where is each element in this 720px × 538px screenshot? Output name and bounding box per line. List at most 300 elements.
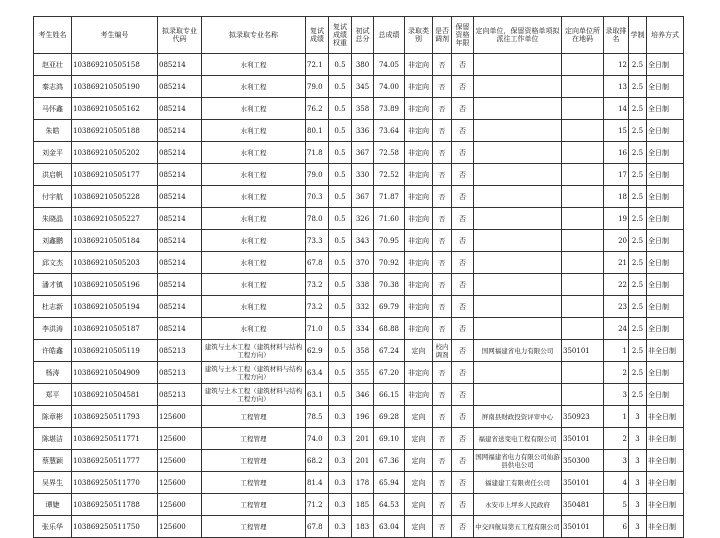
major-code-cell: 085214 — [158, 120, 202, 142]
reserve-cell: 否 — [452, 76, 474, 98]
initial-score-cell: 330 — [352, 164, 374, 186]
admission-table — [33, 16, 684, 538]
rank-cell: 21 — [604, 252, 629, 274]
location-code-cell — [562, 54, 604, 76]
name-cell: 杨涛 — [34, 362, 72, 384]
major-name-cell: 水利工程 — [202, 252, 306, 274]
id-cell: 103869210505188 — [72, 120, 158, 142]
rank-cell: 22 — [604, 274, 629, 296]
location-code-cell — [562, 208, 604, 230]
reserve-cell: 否 — [452, 318, 474, 340]
name-cell: 蔡慧颖 — [34, 450, 72, 472]
major-code-cell: 085214 — [158, 208, 202, 230]
mode-cell: 非全日制 — [647, 494, 684, 516]
total-score-cell: 63.04 — [374, 516, 405, 538]
table-row — [34, 120, 684, 142]
retest-score-cell: 79.0 — [306, 164, 329, 186]
rank-cell: 2 — [604, 428, 629, 450]
major-name-cell: 建筑与土木工程（建筑材料与结构工程方向） — [202, 362, 306, 384]
table-row — [34, 428, 684, 450]
rank-cell: 5 — [604, 494, 629, 516]
total-score-cell: 69.79 — [374, 296, 405, 318]
major-code-cell: 085214 — [158, 252, 202, 274]
category-cell: 非定向 — [405, 252, 433, 274]
initial-score-cell: 370 — [352, 252, 374, 274]
location-code-cell — [562, 252, 604, 274]
total-score-cell: 72.58 — [374, 142, 405, 164]
category-cell: 定向 — [405, 450, 433, 472]
initial-score-cell: 332 — [352, 296, 374, 318]
category-cell: 非定向 — [405, 318, 433, 340]
category-cell: 非定向 — [405, 362, 433, 384]
location-code-cell: 350101 — [562, 472, 604, 494]
rank-cell: 1 — [604, 406, 629, 428]
weight-cell: 0.3 — [329, 472, 352, 494]
major-code-cell: 125600 — [158, 450, 202, 472]
category-cell: 定向 — [405, 428, 433, 450]
weight-cell: 0.5 — [329, 76, 352, 98]
adjusted-cell: 否 — [433, 494, 452, 516]
duration-cell: 2.5 — [629, 76, 647, 98]
mode-cell: 全日制 — [647, 274, 684, 296]
major-name-cell: 水利工程 — [202, 98, 306, 120]
rank-cell: 24 — [604, 318, 629, 340]
mode-cell: 非全日制 — [647, 428, 684, 450]
major-code-cell: 085214 — [158, 54, 202, 76]
id-cell: 103869210505228 — [72, 186, 158, 208]
total-score-cell: 68.88 — [374, 318, 405, 340]
initial-score-cell: 358 — [352, 98, 374, 120]
duration-cell: 2.5 — [629, 340, 647, 362]
rank-cell: 6 — [604, 516, 629, 538]
id-cell: 103869210505184 — [72, 230, 158, 252]
location-code-cell — [562, 296, 604, 318]
major-name-cell: 水利工程 — [202, 296, 306, 318]
total-score-cell: 73.89 — [374, 98, 405, 120]
total-score-cell: 71.87 — [374, 186, 405, 208]
location-code-cell — [562, 164, 604, 186]
rank-cell: 20 — [604, 230, 629, 252]
id-cell: 103869210505177 — [72, 164, 158, 186]
weight-cell: 0.5 — [329, 318, 352, 340]
table-row — [34, 472, 684, 494]
id-cell: 103869210505227 — [72, 208, 158, 230]
major-code-cell: 125600 — [158, 406, 202, 428]
major-name-cell: 水利工程 — [202, 54, 306, 76]
location-code-cell — [562, 186, 604, 208]
rank-cell: 15 — [604, 120, 629, 142]
retest-score-cell: 71.0 — [306, 318, 329, 340]
major-name-cell: 工程管理 — [202, 428, 306, 450]
retest-score-cell: 73.2 — [306, 296, 329, 318]
adjusted-cell: 否 — [433, 274, 452, 296]
unit-cell: 福建省送变电工程有限公司 — [474, 428, 562, 450]
weight-cell: 0.5 — [329, 142, 352, 164]
initial-score-cell: 178 — [352, 472, 374, 494]
adjusted-cell: 否 — [433, 516, 452, 538]
reserve-cell: 否 — [452, 208, 474, 230]
weight-cell: 0.5 — [329, 164, 352, 186]
reserve-cell: 否 — [452, 54, 474, 76]
location-code-cell: 350101 — [562, 340, 604, 362]
rank-cell: 3 — [604, 384, 629, 406]
retest-score-cell: 67.8 — [306, 252, 329, 274]
duration-cell: 3 — [629, 428, 647, 450]
header-cell: 定向单位，保留资格单项拟派往工作单位 — [474, 17, 562, 54]
adjusted-cell: 否 — [433, 450, 452, 472]
major-code-cell: 085214 — [158, 274, 202, 296]
duration-cell: 2.5 — [629, 98, 647, 120]
initial-score-cell: 201 — [352, 428, 374, 450]
location-code-cell: 350481 — [562, 494, 604, 516]
major-code-cell: 125600 — [158, 428, 202, 450]
initial-score-cell: 338 — [352, 274, 374, 296]
category-cell: 定向 — [405, 406, 433, 428]
retest-score-cell: 78.0 — [306, 208, 329, 230]
reserve-cell: 否 — [452, 406, 474, 428]
location-code-cell: 350101 — [562, 428, 604, 450]
duration-cell: 2.5 — [629, 230, 647, 252]
retest-score-cell: 62.9 — [306, 340, 329, 362]
initial-score-cell: 326 — [352, 208, 374, 230]
rank-cell: 14 — [604, 98, 629, 120]
unit-cell — [474, 208, 562, 230]
unit-cell — [474, 252, 562, 274]
retest-score-cell: 70.3 — [306, 186, 329, 208]
category-cell: 定向 — [405, 340, 433, 362]
retest-score-cell: 76.2 — [306, 98, 329, 120]
table-row — [34, 274, 684, 296]
weight-cell: 0.5 — [329, 296, 352, 318]
unit-cell: 福建建工有限责任公司 — [474, 472, 562, 494]
weight-cell: 0.5 — [329, 54, 352, 76]
table-row — [34, 186, 684, 208]
mode-cell: 全日制 — [647, 384, 684, 406]
name-cell: 许皓鑫 — [34, 340, 72, 362]
adjusted-cell: 否 — [433, 428, 452, 450]
name-cell: 刘金平 — [34, 142, 72, 164]
adjusted-cell: 否 — [433, 230, 452, 252]
major-code-cell: 085213 — [158, 362, 202, 384]
reserve-cell: 否 — [452, 494, 474, 516]
adjusted-cell: 否 — [433, 54, 452, 76]
duration-cell: 2.5 — [629, 186, 647, 208]
category-cell: 非定向 — [405, 208, 433, 230]
unit-cell — [474, 274, 562, 296]
retest-score-cell: 80.1 — [306, 120, 329, 142]
mode-cell: 全日制 — [647, 54, 684, 76]
major-name-cell: 水利工程 — [202, 230, 306, 252]
major-code-cell: 125600 — [158, 516, 202, 538]
name-cell: 邱文杰 — [34, 252, 72, 274]
total-score-cell: 67.24 — [374, 340, 405, 362]
duration-cell: 2.5 — [629, 296, 647, 318]
unit-cell: 屏南县财政投资评审中心 — [474, 406, 562, 428]
name-cell: 潘才镇 — [34, 274, 72, 296]
id-cell: 103869250511788 — [72, 494, 158, 516]
header-cell: 学制 — [629, 17, 647, 54]
initial-score-cell: 346 — [352, 384, 374, 406]
weight-cell: 0.5 — [329, 120, 352, 142]
rank-cell: 16 — [604, 142, 629, 164]
id-cell: 103869210505158 — [72, 54, 158, 76]
total-score-cell: 70.92 — [374, 252, 405, 274]
location-code-cell: 350923 — [562, 406, 604, 428]
table-row — [34, 98, 684, 120]
header-cell: 培养方式 — [647, 17, 684, 54]
major-code-cell: 085214 — [158, 186, 202, 208]
weight-cell: 0.5 — [329, 230, 352, 252]
duration-cell: 3 — [629, 494, 647, 516]
name-cell: 赵亚壮 — [34, 54, 72, 76]
major-name-cell: 水利工程 — [202, 76, 306, 98]
category-cell: 非定向 — [405, 54, 433, 76]
mode-cell: 全日制 — [647, 230, 684, 252]
adjusted-cell: 否 — [433, 318, 452, 340]
adjusted-cell: 否 — [433, 186, 452, 208]
duration-cell: 2.5 — [629, 318, 647, 340]
rank-cell: 4 — [604, 472, 629, 494]
rank-cell: 3 — [604, 450, 629, 472]
header-cell: 录取类别 — [405, 17, 433, 54]
id-cell: 103869210504909 — [72, 362, 158, 384]
id-cell: 103869250511771 — [72, 428, 158, 450]
table-row — [34, 494, 684, 516]
adjusted-cell: 否 — [433, 252, 452, 274]
name-cell: 陈章彬 — [34, 406, 72, 428]
id-cell: 103869210505194 — [72, 296, 158, 318]
adjusted-cell: 否 — [433, 76, 452, 98]
total-score-cell: 65.94 — [374, 472, 405, 494]
reserve-cell: 否 — [452, 230, 474, 252]
unit-cell — [474, 318, 562, 340]
table-row — [34, 406, 684, 428]
retest-score-cell: 81.4 — [306, 472, 329, 494]
adjusted-cell: 否 — [433, 142, 452, 164]
category-cell: 非定向 — [405, 142, 433, 164]
id-cell: 103869250511750 — [72, 516, 158, 538]
reserve-cell: 否 — [452, 186, 474, 208]
header-cell: 拟录取专业代码 — [158, 17, 202, 54]
table-row — [34, 230, 684, 252]
major-name-cell: 工程管理 — [202, 494, 306, 516]
rank-cell: 13 — [604, 76, 629, 98]
total-score-cell: 74.00 — [374, 76, 405, 98]
name-cell: 朱晓晶 — [34, 208, 72, 230]
duration-cell: 2.5 — [629, 274, 647, 296]
duration-cell: 2.5 — [629, 208, 647, 230]
duration-cell: 2.5 — [629, 384, 647, 406]
reserve-cell: 否 — [452, 142, 474, 164]
duration-cell: 2.5 — [629, 252, 647, 274]
unit-cell — [474, 362, 562, 384]
table-row — [34, 142, 684, 164]
id-cell: 103869210505196 — [72, 274, 158, 296]
initial-score-cell: 343 — [352, 230, 374, 252]
weight-cell: 0.5 — [329, 252, 352, 274]
unit-cell: 国网福建省电力有限公司仙游县供电公司 — [474, 450, 562, 472]
weight-cell: 0.5 — [329, 340, 352, 362]
unit-cell — [474, 120, 562, 142]
mode-cell: 全日制 — [647, 296, 684, 318]
category-cell: 非定向 — [405, 120, 433, 142]
location-code-cell — [562, 98, 604, 120]
category-cell: 非定向 — [405, 274, 433, 296]
reserve-cell: 否 — [452, 428, 474, 450]
total-score-cell: 73.64 — [374, 120, 405, 142]
rank-cell: 12 — [604, 54, 629, 76]
reserve-cell: 否 — [452, 98, 474, 120]
category-cell: 定向 — [405, 516, 433, 538]
category-cell: 定向 — [405, 472, 433, 494]
id-cell: 103869210505202 — [72, 142, 158, 164]
mode-cell: 全日制 — [647, 76, 684, 98]
mode-cell: 全日制 — [647, 186, 684, 208]
header-cell: 录取排名 — [604, 17, 629, 54]
header-cell: 复试成绩权重 — [329, 17, 352, 54]
mode-cell: 全日制 — [647, 208, 684, 230]
duration-cell: 2.5 — [629, 164, 647, 186]
duration-cell: 3 — [629, 472, 647, 494]
adjusted-cell: 否 — [433, 164, 452, 186]
mode-cell: 非全日制 — [647, 450, 684, 472]
adjusted-cell: 否 — [433, 406, 452, 428]
id-cell: 103869210505162 — [72, 98, 158, 120]
major-name-cell: 水利工程 — [202, 208, 306, 230]
category-cell: 非定向 — [405, 230, 433, 252]
major-name-cell: 水利工程 — [202, 274, 306, 296]
adjusted-cell: 否 — [433, 362, 452, 384]
unit-cell — [474, 384, 562, 406]
adjusted-cell: 否 — [433, 296, 452, 318]
rank-cell: 19 — [604, 208, 629, 230]
mode-cell: 非全日制 — [647, 406, 684, 428]
location-code-cell — [562, 318, 604, 340]
reserve-cell: 否 — [452, 472, 474, 494]
retest-score-cell: 71.8 — [306, 142, 329, 164]
unit-cell — [474, 142, 562, 164]
initial-score-cell: 336 — [352, 120, 374, 142]
major-code-cell: 085213 — [158, 340, 202, 362]
name-cell: 朱皓 — [34, 120, 72, 142]
adjusted-cell: 否 — [433, 120, 452, 142]
mode-cell: 全日制 — [647, 164, 684, 186]
location-code-cell — [562, 230, 604, 252]
mode-cell: 非全日制 — [647, 516, 684, 538]
header-cell: 拟录取专业名称 — [202, 17, 306, 54]
major-code-cell: 085214 — [158, 164, 202, 186]
header-cell: 保留资格年限 — [452, 17, 474, 54]
mode-cell: 全日制 — [647, 362, 684, 384]
weight-cell: 0.5 — [329, 362, 352, 384]
weight-cell: 0.3 — [329, 406, 352, 428]
header-cell: 考生姓名 — [34, 17, 72, 54]
major-name-cell: 工程管理 — [202, 472, 306, 494]
name-cell: 张乐华 — [34, 516, 72, 538]
name-cell: 吴界生 — [34, 472, 72, 494]
id-cell: 103869250511777 — [72, 450, 158, 472]
initial-score-cell: 355 — [352, 362, 374, 384]
mode-cell: 全日制 — [647, 318, 684, 340]
initial-score-cell: 367 — [352, 186, 374, 208]
total-score-cell: 70.38 — [374, 274, 405, 296]
adjusted-cell: 否 — [433, 384, 452, 406]
reserve-cell: 否 — [452, 450, 474, 472]
id-cell: 103869210505190 — [72, 76, 158, 98]
rank-cell: 17 — [604, 164, 629, 186]
name-cell: 洪启帆 — [34, 164, 72, 186]
table-row — [34, 76, 684, 98]
major-name-cell: 水利工程 — [202, 186, 306, 208]
category-cell: 非定向 — [405, 164, 433, 186]
name-cell: 陈堪洁 — [34, 428, 72, 450]
retest-score-cell: 68.2 — [306, 450, 329, 472]
name-cell: 李洪涛 — [34, 318, 72, 340]
adjusted-cell: 否 — [433, 208, 452, 230]
retest-score-cell: 72.1 — [306, 54, 329, 76]
mode-cell: 非全日制 — [647, 472, 684, 494]
total-score-cell: 71.60 — [374, 208, 405, 230]
reserve-cell: 否 — [452, 252, 474, 274]
major-code-cell: 085213 — [158, 384, 202, 406]
initial-score-cell: 196 — [352, 406, 374, 428]
header-cell: 定向单位所在地码 — [562, 17, 604, 54]
retest-score-cell: 63.1 — [306, 384, 329, 406]
table-row — [34, 318, 684, 340]
category-cell: 定向 — [405, 494, 433, 516]
adjusted-cell: 校内调剂 — [433, 340, 452, 362]
location-code-cell: 350101 — [562, 516, 604, 538]
major-code-cell: 085214 — [158, 76, 202, 98]
unit-cell: 国网福建省电力有限公司 — [474, 340, 562, 362]
id-cell: 103869210505187 — [72, 318, 158, 340]
major-code-cell: 085214 — [158, 142, 202, 164]
table-row — [34, 252, 684, 274]
name-cell: 马怀鑫 — [34, 98, 72, 120]
major-code-cell: 125600 — [158, 494, 202, 516]
rank-cell: 18 — [604, 186, 629, 208]
retest-score-cell: 73.3 — [306, 230, 329, 252]
retest-score-cell: 74.0 — [306, 428, 329, 450]
header-cell: 总成绩 — [374, 17, 405, 54]
unit-cell — [474, 296, 562, 318]
table-row — [34, 164, 684, 186]
mode-cell: 全日制 — [647, 142, 684, 164]
major-name-cell: 水利工程 — [202, 318, 306, 340]
header-cell: 是否调剂 — [433, 17, 452, 54]
mode-cell: 全日制 — [647, 98, 684, 120]
major-name-cell: 水利工程 — [202, 120, 306, 142]
name-cell: 谭婕 — [34, 494, 72, 516]
retest-score-cell: 73.2 — [306, 274, 329, 296]
major-name-cell: 工程管理 — [202, 450, 306, 472]
total-score-cell: 67.20 — [374, 362, 405, 384]
total-score-cell: 64.53 — [374, 494, 405, 516]
initial-score-cell: 380 — [352, 54, 374, 76]
unit-cell — [474, 54, 562, 76]
retest-score-cell: 67.8 — [306, 516, 329, 538]
table-row — [34, 54, 684, 76]
id-cell: 103869250511770 — [72, 472, 158, 494]
weight-cell: 0.5 — [329, 274, 352, 296]
major-name-cell: 建筑与土木工程（建筑材料与结构工程方向） — [202, 340, 306, 362]
reserve-cell: 否 — [452, 362, 474, 384]
header-row — [34, 17, 684, 54]
initial-score-cell: 334 — [352, 318, 374, 340]
duration-cell: 3 — [629, 406, 647, 428]
unit-cell — [474, 76, 562, 98]
duration-cell: 3 — [629, 450, 647, 472]
